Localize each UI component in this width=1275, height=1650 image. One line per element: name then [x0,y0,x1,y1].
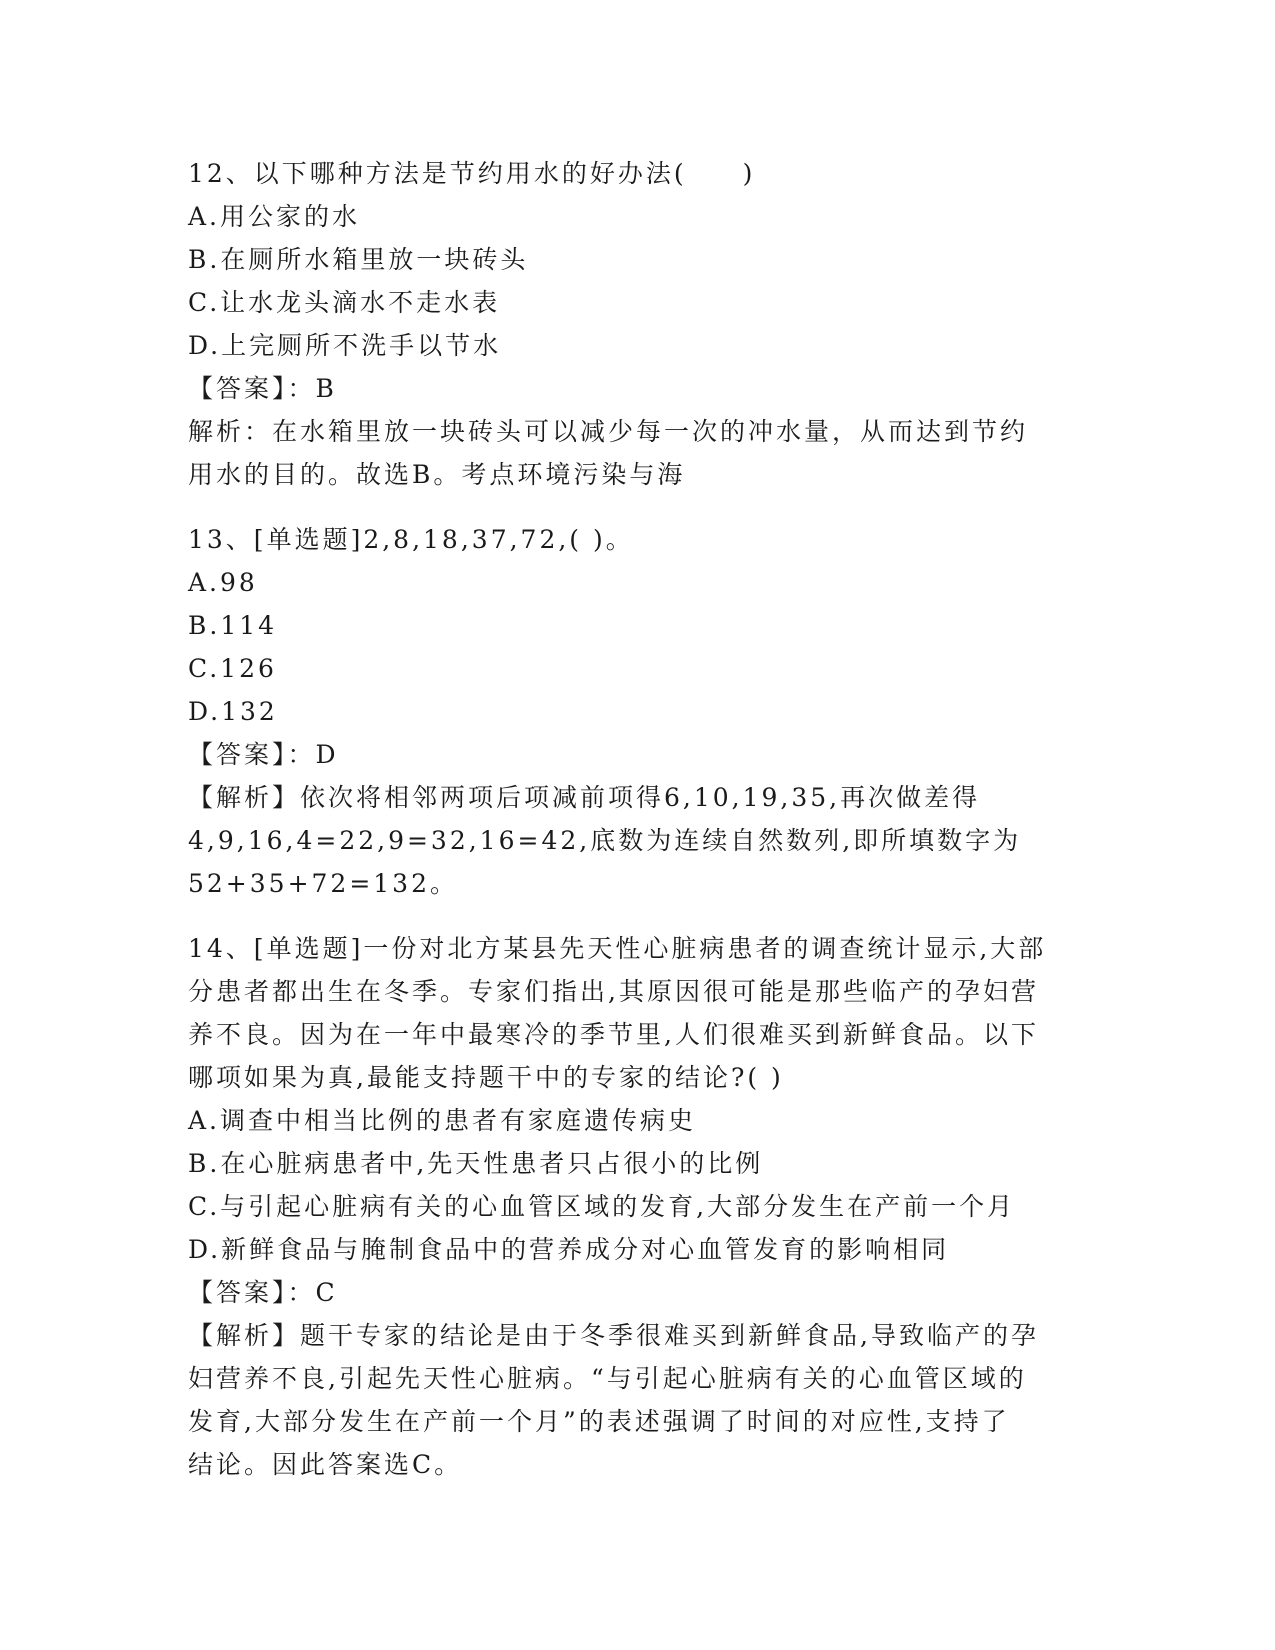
answer-line: 【答案】：C [188,1278,338,1307]
question-stem: 12、以下哪种方法是节约用水的好办法( ) [188,159,756,188]
question-14 [188,927,1088,1486]
answer-line: 【答案】：D [188,740,339,769]
analysis-line: 妇营养不良,引起先天性心脏病。“与引起心脏病有关的心血管区域的 [188,1364,1027,1393]
option-b: B.在心脏病患者中,先天性患者只占很小的比例 [188,1149,764,1178]
option-c: C.与引起心脏病有关的心血管区域的发育,大部分发生在产前一个月 [188,1192,1016,1221]
analysis-line: 52+35+72=132。 [188,869,458,898]
question-13 [188,518,1088,905]
analysis-line: 【解析】题干专家的结论是由于冬季很难买到新鲜食品,导致临产的孕 [188,1321,1039,1350]
question-12 [188,152,1088,496]
option-c: C.让水龙头滴水不走水表 [188,288,501,317]
option-a: A.98 [188,568,258,597]
analysis-line: 结论。因此答案选C。 [188,1450,463,1479]
question-stem-line: 哪项如果为真,最能支持题干中的专家的结论?( ) [188,1063,784,1092]
option-d: D.新鲜食品与腌制食品中的营养成分对心血管发育的影响相同 [188,1235,950,1264]
analysis-line: 解析：在水箱里放一块砖头可以减少每一次的冲水量，从而达到节约 [188,417,1029,446]
question-stem-line: 养不良。因为在一年中最寒冷的季节里,人们很难买到新鲜食品。以下 [188,1020,1039,1049]
option-c: C.126 [188,654,277,683]
analysis-line: 【解析】依次将相邻两项后项减前项得6,10,19,35,再次做差得 [188,783,981,812]
analysis-line: 发育,大部分发生在产前一个月”的表述强调了时间的对应性,支持了 [188,1407,1010,1436]
option-a: A.用公家的水 [188,202,361,231]
answer-line: 【答案】：B [188,374,337,403]
analysis-line: 用水的目的。故选B。考点环境污染与海 [188,460,686,489]
option-a: A.调查中相当比例的患者有家庭遗传病史 [188,1106,697,1135]
option-d: D.132 [188,697,278,726]
analysis-line: 4,9,16,4=22,9=32,16=42,底数为连续自然数列,即所填数字为 [188,826,1022,855]
question-stem: 13、[单选题]2,8,18,37,72,( )。 [188,525,634,554]
option-b: B.在厕所水箱里放一块砖头 [188,245,529,274]
question-stem-line: 分患者都出生在冬季。专家们指出,其原因很可能是那些临产的孕妇营 [188,977,1039,1006]
document-page [188,152,1088,1508]
question-stem-line: 14、[单选题]一份对北方某县先天性心脏病患者的调查统计显示,大部 [188,934,1047,963]
option-d: D.上完厕所不洗手以节水 [188,331,502,360]
option-b: B.114 [188,611,278,640]
